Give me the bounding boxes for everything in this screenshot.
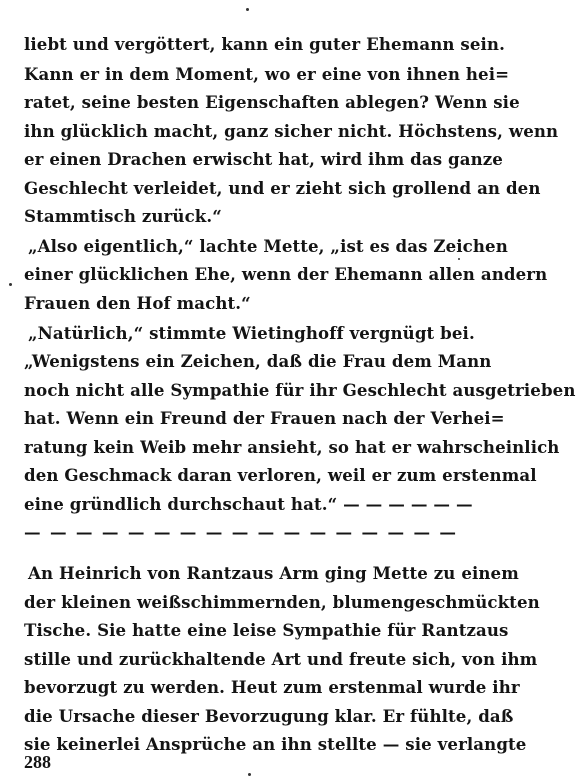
- text-line: Stammtisch zurück.“: [24, 206, 222, 226]
- text-line: noch nicht alle Sympathie für ihr Geschlecht ausgetrieben: [24, 380, 576, 400]
- text-line: „Wenigstens ein Zeichen, daß die Frau dem Mann: [24, 351, 492, 371]
- dash-line: — — — — — — — — — — — — — — — — —: [24, 522, 456, 542]
- text-line: sie keinerlei Ansprüche an ihn stellte — sie verlangte: [24, 734, 527, 754]
- text-line: Kann er in dem Moment, wo er eine von ihnen hei=: [24, 64, 510, 84]
- text-line: Geschlecht verleidet, und er zieht sich grollend an den: [24, 178, 541, 198]
- text-line: er einen Drachen erwischt hat, wird ihm das ganze: [24, 149, 503, 169]
- text-line: ratung kein Weib mehr ansieht, so hat er wahrscheinlich: [24, 437, 560, 457]
- text-line: Frauen den Hof macht.“: [24, 293, 251, 313]
- text-line: Tische. Sie hatte eine leise Sympathie für Rantzaus: [24, 620, 509, 640]
- text-line: „Natürlich,“ stimmte Wietinghoff vergnügt bei.: [28, 323, 475, 343]
- text-line: ihn glücklich macht, ganz sicher nicht. Höchstens, wenn: [24, 121, 559, 141]
- text-line: hat. Wenn ein Freund der Frauen nach der Verhei=: [24, 408, 505, 428]
- print-speck: [246, 8, 249, 11]
- text-line: die Ursache dieser Bevorzugung klar. Er fühlte, daß: [24, 706, 514, 726]
- print-speck: [458, 258, 460, 260]
- text-line: „Also eigentlich,“ lachte Mette, „ist es das Zeichen: [28, 236, 508, 256]
- page-number: 288: [24, 752, 51, 772]
- text-line: den Geschmack daran verloren, weil er zum erstenmal: [24, 465, 537, 485]
- text-line: An Heinrich von Rantzaus Arm ging Mette zu einem: [28, 563, 519, 583]
- print-speck: [248, 773, 251, 776]
- text-line: bevorzugt zu werden. Heut zum erstenmal wurde ihr: [24, 677, 520, 697]
- text-line: stille und zurückhaltende Art und freute sich, von ihm: [24, 649, 538, 669]
- text-line: liebt und vergöttert, kann ein guter Ehemann sein.: [24, 34, 505, 54]
- text-line: einer glücklichen Ehe, wenn der Ehemann allen andern: [24, 264, 548, 284]
- print-speck: [9, 283, 12, 286]
- text-line: ratet, seine besten Eigenschaften ablegen? Wenn sie: [24, 92, 520, 112]
- text-line: eine gründlich durchschaut hat.“ — — — — — —: [24, 494, 473, 514]
- text-line: der kleinen weißschimmernden, blumengeschmückten: [24, 592, 540, 612]
